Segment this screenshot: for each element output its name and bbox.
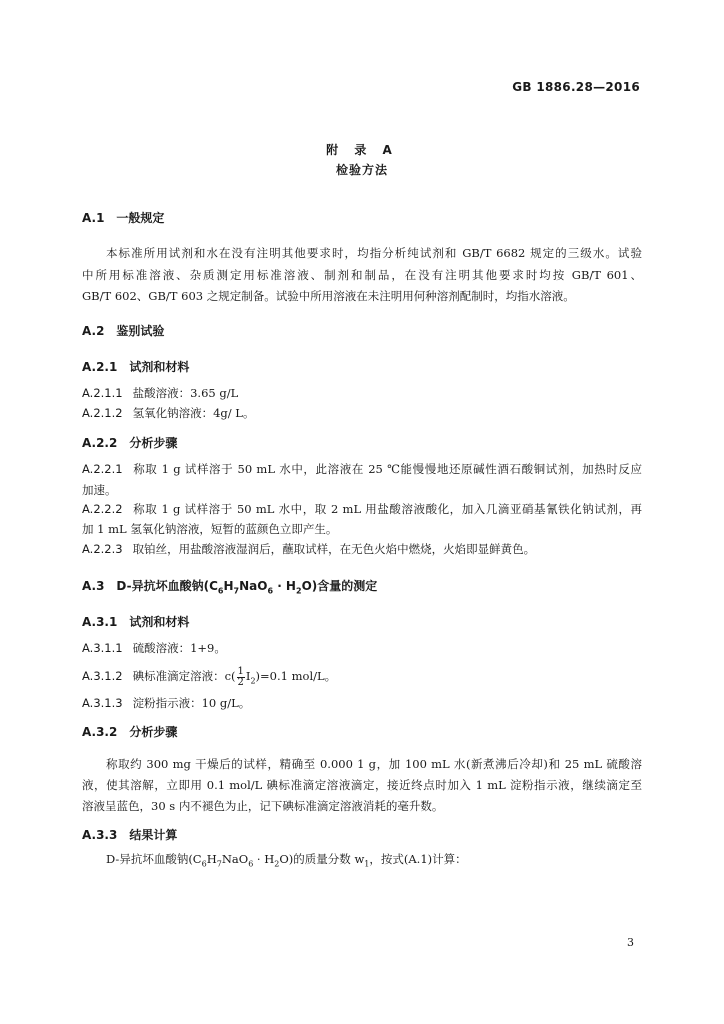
section-number: A.3.2: [82, 725, 118, 739]
item-text: 淀粉指示液：10 g/L。: [132, 696, 251, 710]
a32-paragraph-line-3: 溶液呈蓝色，30 s 内不褪色为止，记下碘标准滴定溶液消耗的毫升数。: [82, 799, 444, 813]
item-number: A.2.2.1: [82, 462, 123, 476]
a1-paragraph-line-2: 中所用标准溶液、杂质测定用标准溶液、制剂和制品，在没有注明其他要求时均按 GB/T 601、: [82, 268, 642, 282]
subscript: 6: [248, 859, 254, 869]
item-a212: [82, 406, 642, 420]
title-part: · H: [273, 579, 296, 593]
a33-paragraph: [106, 852, 642, 871]
subscript: 6: [267, 586, 274, 596]
item-a222-line-1: [82, 502, 642, 516]
item-text: 硫酸溶液：1+9。: [132, 641, 226, 655]
item-text: 称取 1 g 试样溶于 50 mL 水中，取 2 mL 用盐酸溶液酸化，加入几滴亚硝基氰铁化钠试剂，再: [132, 502, 642, 516]
subscript: 7: [216, 859, 222, 869]
subscript: 6: [201, 859, 207, 869]
fraction-numerator: 1: [237, 665, 244, 677]
section-number: A.3.3: [82, 828, 118, 842]
text-part: D-异抗坏血酸钠(C: [106, 852, 202, 866]
section-number: A.2: [82, 324, 105, 338]
text-part: NaO: [221, 852, 249, 866]
text-part: H: [206, 852, 217, 866]
text-part: ，按式(A.1)计算：: [369, 852, 467, 866]
item-number: A.3.1.1: [82, 641, 123, 655]
section-title: 结果计算: [129, 828, 178, 842]
a32-paragraph-line-1: 称取约 300 mg 干燥后的试样，精确至 0.000 1 g，加 100 mL 水(新煮沸后冷却)和 25 mL 硫酸溶: [106, 757, 642, 771]
item-a222-line-2: 加 1 mL 氢氧化钠溶液，短暂的蓝颜色立即产生。: [82, 522, 338, 536]
title-part: H: [223, 579, 234, 593]
item-text: 碘标准滴定溶液：c(: [132, 669, 236, 683]
item-a223: [82, 542, 642, 556]
subscript: 2: [295, 586, 302, 596]
section-title: 试剂和材料: [129, 360, 190, 374]
text-part: · H: [253, 852, 275, 866]
fraction: [237, 667, 245, 688]
item-a221-line-1: [82, 462, 642, 476]
item-text: I: [245, 669, 251, 683]
section-number: A.3: [82, 579, 105, 593]
item-a311: [82, 641, 642, 655]
subscript: 7: [233, 586, 240, 596]
a32-paragraph-line-2: 液，使其溶解，立即用 0.1 mol/L 碘标准滴定溶液滴定，接近终点时加入 1 mL 淀粉指示液，继续滴定至: [82, 778, 642, 792]
section-title: [116, 579, 378, 596]
appendix-subtitle: 检验方法: [335, 163, 388, 177]
section-title: 一般规定: [116, 211, 165, 225]
subscript: 1: [364, 859, 370, 869]
section-a33-heading: [82, 826, 177, 843]
appendix-title: 附 录 A: [326, 143, 398, 157]
section-a3-heading: [82, 577, 377, 595]
section-number: A.3.1: [82, 615, 118, 629]
item-text: )=0.1 mol/L。: [255, 669, 337, 683]
section-title: 分析步骤: [129, 436, 178, 450]
item-text: 取铂丝，用盐酸溶液湿润后，蘸取试样，在无色火焰中燃烧，火焰即显鲜黄色。: [132, 542, 536, 556]
item-number: A.2.2.2: [82, 502, 123, 516]
section-number: A.2.1: [82, 360, 118, 374]
subscript: 2: [274, 859, 280, 869]
item-text: 称取 1 g 试样溶于 50 mL 水中，此溶液在 25 ℃能慢慢地还原碱性酒石酸铜试剂，加热时反应: [132, 462, 642, 476]
section-number: A.2.2: [82, 436, 118, 450]
item-a211: [82, 386, 642, 400]
title-part: O)含量的测定: [301, 579, 378, 593]
subscript: 2: [250, 676, 256, 686]
a1-paragraph-line-3: GB/T 602、GB/T 603 之规定制备。试验中所用溶液在未注明用何种溶剂配制时，均指水溶液。: [82, 289, 575, 303]
section-a21-heading: [82, 358, 189, 375]
subscript: 6: [217, 586, 224, 596]
section-a32-heading: [82, 723, 177, 740]
item-a313: [82, 696, 642, 710]
section-a22-heading: [82, 434, 177, 451]
text-part: O)的质量分数 w: [279, 852, 365, 866]
item-number: A.2.1.1: [82, 386, 123, 400]
section-a1-heading: [82, 209, 164, 226]
section-title: 试剂和材料: [129, 615, 190, 629]
title-part: NaO: [239, 579, 268, 593]
item-number: A.2.1.2: [82, 406, 123, 420]
item-number: A.2.2.3: [82, 542, 123, 556]
page-number: 3: [627, 936, 634, 949]
section-a2-heading: [82, 322, 164, 339]
title-part: D-异抗坏血酸钠(C: [116, 579, 218, 593]
item-text: 氢氧化钠溶液：4g/ L。: [132, 406, 255, 420]
section-title: 鉴别试验: [116, 324, 165, 338]
fraction-denominator: 2: [237, 676, 244, 688]
a1-paragraph-line-1: 本标准所用试剂和水在没有注明其他要求时，均指分析纯试剂和 GB/T 6682 规定的三级水。试验: [106, 246, 642, 260]
item-a312: [82, 664, 642, 690]
section-a31-heading: [82, 613, 189, 630]
section-title: 分析步骤: [129, 725, 178, 739]
item-number: A.3.1.2: [82, 669, 123, 683]
section-number: A.1: [82, 211, 105, 225]
standard-code: GB 1886.28—2016: [512, 80, 640, 94]
item-number: A.3.1.3: [82, 696, 123, 710]
item-text: 盐酸溶液：3.65 g/L: [132, 386, 239, 400]
item-a221-line-2: 加速。: [82, 483, 117, 497]
